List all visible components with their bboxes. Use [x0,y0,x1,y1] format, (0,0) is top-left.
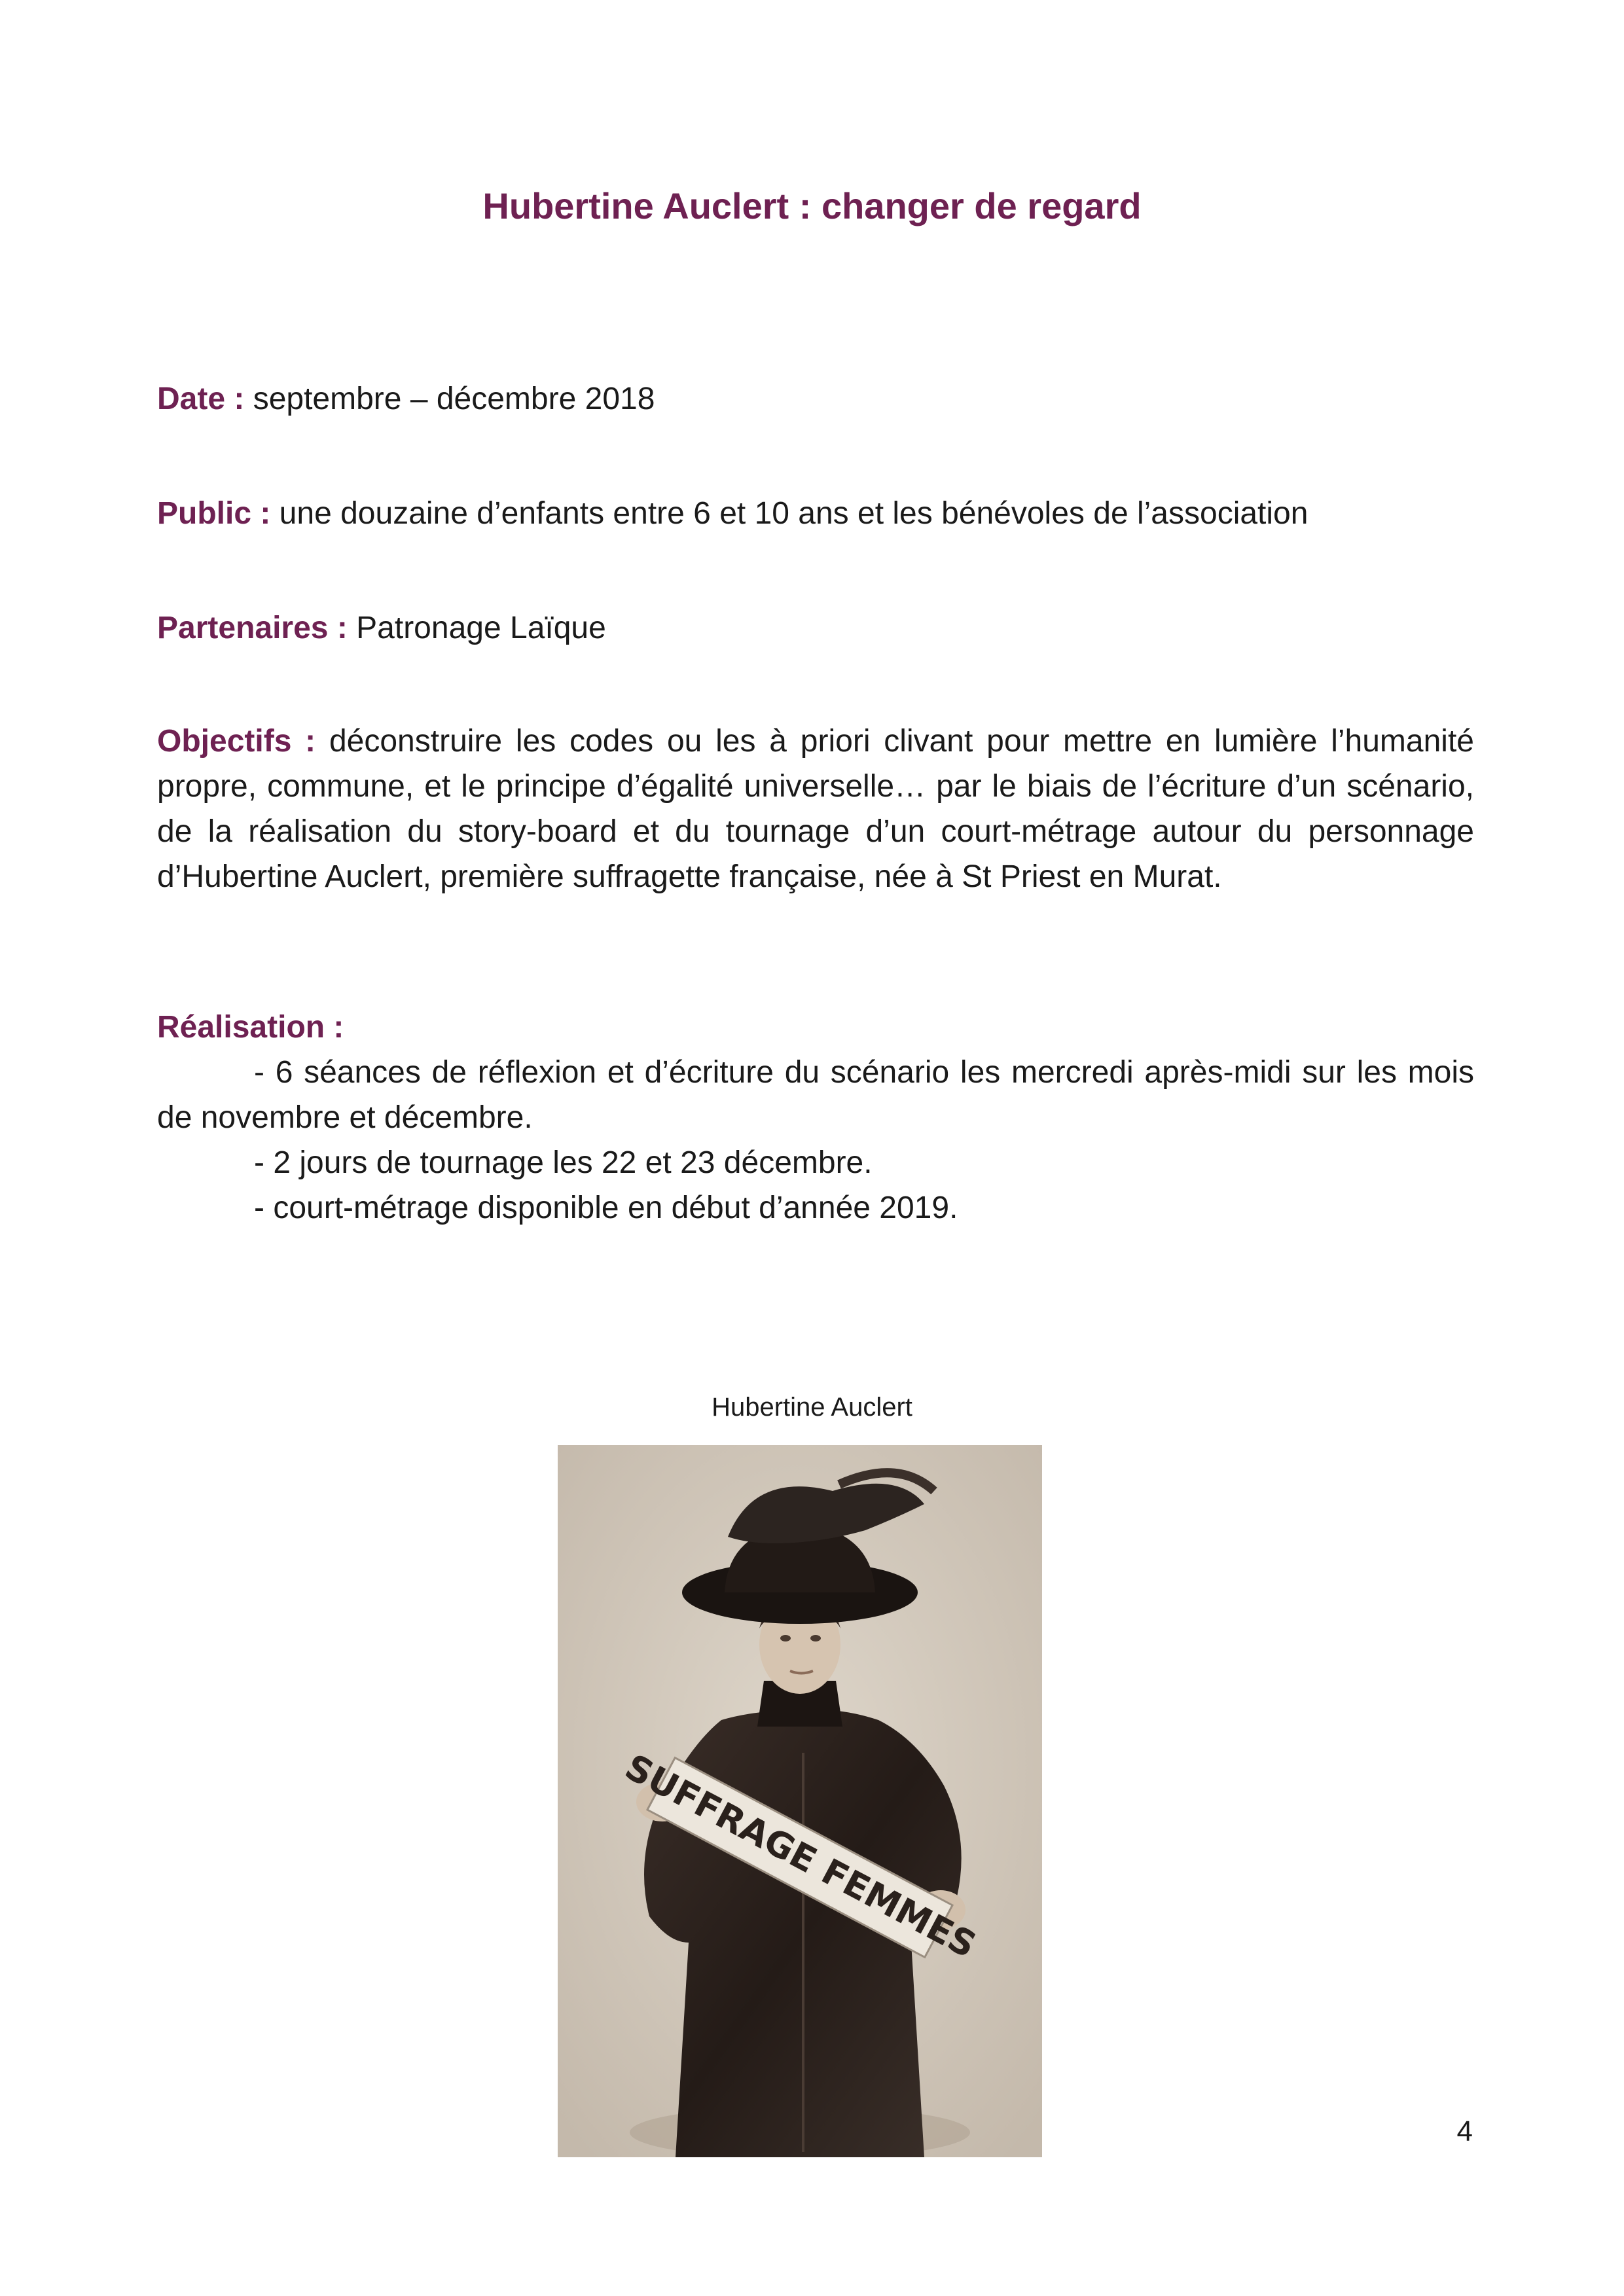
portrait-photo [558,1445,1042,2157]
realisation-item: - 6 séances de réflexion et d’écriture du scénario les mercredi après-midi sur les mois de novembre et décembre. [157,1055,1474,1135]
figure-caption: Hubertine Auclert [712,1393,912,1422]
realisation-item: - court-métrage disponible en début d’année 2019. [254,1191,958,1225]
field-public [157,491,1474,536]
page-title: Hubertine Auclert : changer de regard [482,185,1142,226]
partenaires-label: Partenaires : [157,611,348,645]
field-date [157,376,1474,422]
date-label: Date : [157,382,245,416]
realisation-list [157,1050,1474,1230]
realisation-label: Réalisation : [157,1010,344,1045]
field-objectifs [157,719,1474,899]
public-label: Public : [157,496,271,531]
objectifs-value: déconstruire les codes ou les à priori clivant pour mettre en lumière l’humanité propre, commune, et le principe d’égalité universelle… par le biais de l’écriture d’un scénario, de la réalisation du story-board et du tournage d’un court-métrage autour du personnage d’Hubertine Auclert, première suffragette française, née à St Priest en Murat. [157,724,1474,894]
date-value: septembre – décembre 2018 [244,382,655,416]
objectifs-label: Objectifs : [157,724,316,759]
page-number: 4 [1456,2115,1473,2147]
partenaires-value: Patronage Laïque [347,611,606,645]
realisation-item: - 2 jours de tournage les 22 et 23 décembre. [254,1145,873,1180]
banner-text: SUFFRAGE FEMMES [618,1746,983,1966]
public-value: une douzaine d’enfants entre 6 et 10 ans et les bénévoles de l’association [270,496,1308,531]
realisation-heading [157,1005,1474,1050]
field-partenaires [157,605,1474,651]
